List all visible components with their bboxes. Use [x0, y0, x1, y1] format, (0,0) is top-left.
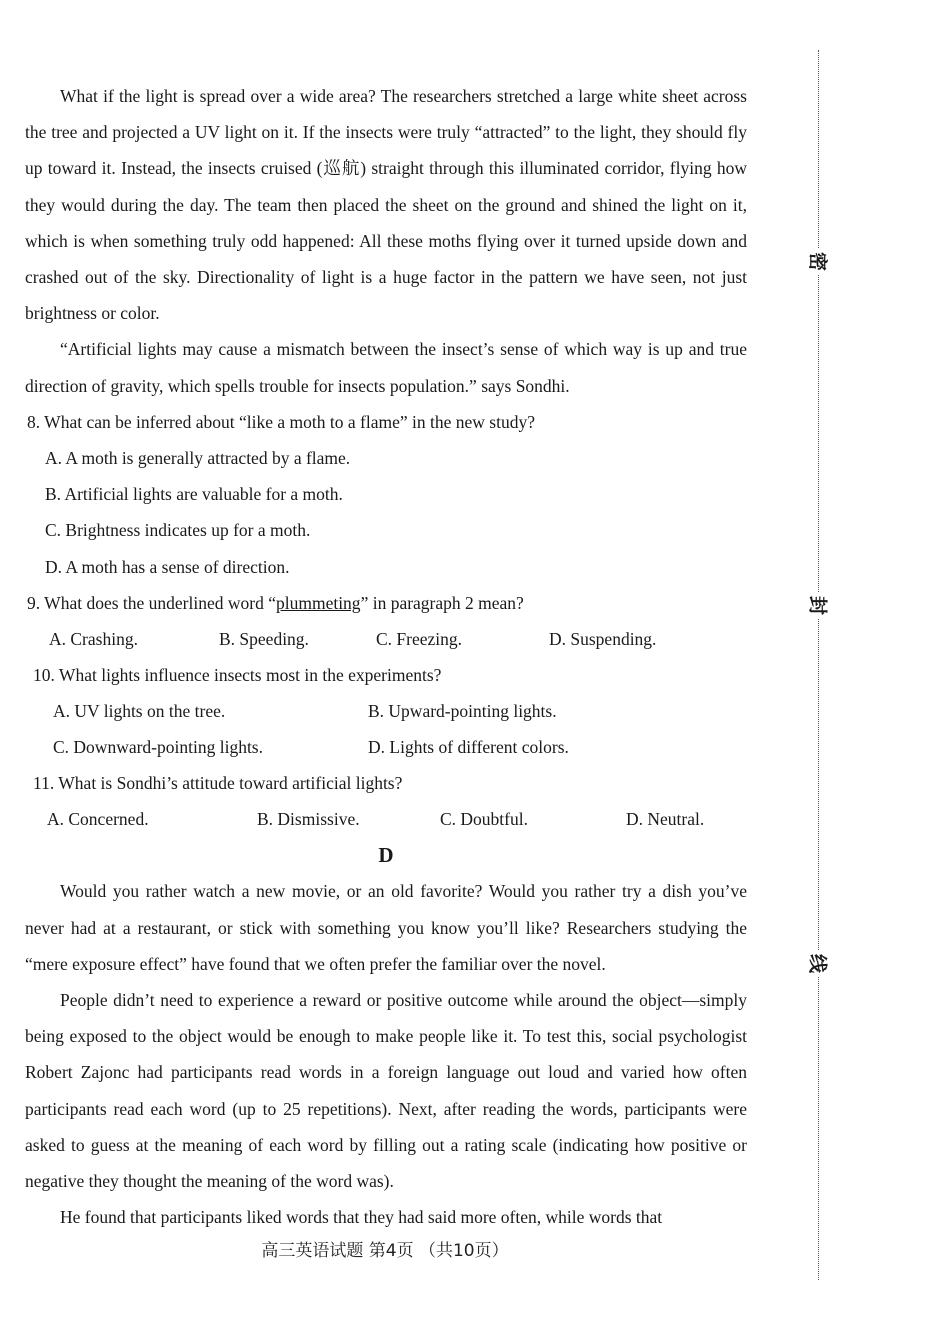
question-9-options: [49, 621, 747, 657]
question-11-stem: 11. What is Sondhi’s attitude toward artificial lights?: [33, 773, 403, 794]
passage-d-paragraph-2: People didn’t need to experience a reward or positive outcome while around the object—simply being exposed to the object would be enough to make people like it. To test this, social psychologist Robert Zajonc had participants read words in a foreign language out loud and varied how often participants read each word (up to 25 repetitions). Next, after reading the words, participants were asked to guess at the meaning of each word by filling out a rating scale (indicating how positive or negative they thought the meaning of the word was).: [25, 990, 747, 1192]
question-10-option-a: A. UV lights on the tree.: [53, 701, 226, 722]
question-10-stem: 10. What lights influence insects most in the experiments?: [33, 665, 442, 686]
question-10-option-c: C. Downward-pointing lights.: [53, 737, 263, 758]
question-9-stem-suffix: ” in paragraph 2 mean?: [360, 592, 524, 613]
question-9-option-a: A. Crashing.: [49, 629, 138, 650]
question-11-option-a: A. Concerned.: [47, 809, 149, 830]
question-10-options-row-1: [53, 693, 747, 729]
question-8-stem: 8. What can be inferred about “like a moth to a flame” in the new study?: [27, 411, 535, 432]
section-heading-d: D: [378, 843, 394, 868]
question-10-option-d: D. Lights of different colors.: [368, 737, 569, 758]
binding-char-envelope: 封: [806, 593, 833, 619]
page-footer: 高三英语试题 第4页 （共10页）: [261, 1241, 509, 1261]
question-10-option-b: B. Upward-pointing lights.: [368, 701, 557, 722]
question-8-option-c: C. Brightness indicates up for a moth.: [45, 520, 311, 541]
question-11-option-b: B. Dismissive.: [257, 809, 360, 830]
question-9-option-d: D. Suspending.: [549, 629, 657, 650]
passage-d-paragraph-1: Would you rather watch a new movie, or an old favorite? Would you rather try a dish you’ve never had at a restaurant, or stick with something you know you’ll like? Researchers studying the “mere exposure effect” have found that we often prefer the familiar over the novel.: [25, 881, 747, 974]
binding-char-line: 线: [806, 951, 833, 977]
paragraph-sondhi-quote: “Artificial lights may cause a mismatch between the insect’s sense of which way is up and true direction of gravity, which spells trouble for insects population.” says Sondhi.: [25, 339, 747, 396]
question-11-options: [47, 801, 747, 837]
question-11-option-c: C. Doubtful.: [440, 809, 528, 830]
question-9-option-b: B. Speeding.: [219, 629, 309, 650]
question-8-option-d: D. A moth has a sense of direction.: [45, 556, 290, 577]
question-9-stem: [27, 585, 747, 621]
question-8-option-b: B. Artificial lights are valuable for a moth.: [45, 484, 343, 505]
question-11-option-d: D. Neutral.: [626, 809, 705, 830]
binding-char-seal: 密: [806, 249, 833, 275]
question-10-options-row-2: [53, 729, 747, 765]
question-9-option-c: C. Freezing.: [376, 629, 463, 650]
binding-dotted-line: [818, 50, 819, 1280]
passage-d-paragraph-3: He found that participants liked words that they had said more often, while words that: [60, 1207, 663, 1228]
question-9-stem-prefix: 9. What does the underlined word “: [27, 592, 276, 613]
question-8-option-a: A. A moth is generally attracted by a flame.: [45, 448, 351, 469]
paragraph-light-area: What if the light is spread over a wide area? The researchers stretched a large white sheet across the tree and projected a UV light on it. If the insects were truly “attracted” to the light, they should fly up toward it. Instead, the insects cruised (巡航) straight through this illuminated corridor, flying how they would during the day. The team then placed the sheet on the ground and shined the light on it, which is when something truly odd happened: All these moths flying over it turned upside down and crashed out of the sky. Directionality of light is a huge factor in the pattern we have seen, not just brightness or color.: [25, 86, 747, 324]
page-content: [25, 78, 747, 1235]
underlined-word: plummeting: [275, 592, 361, 613]
